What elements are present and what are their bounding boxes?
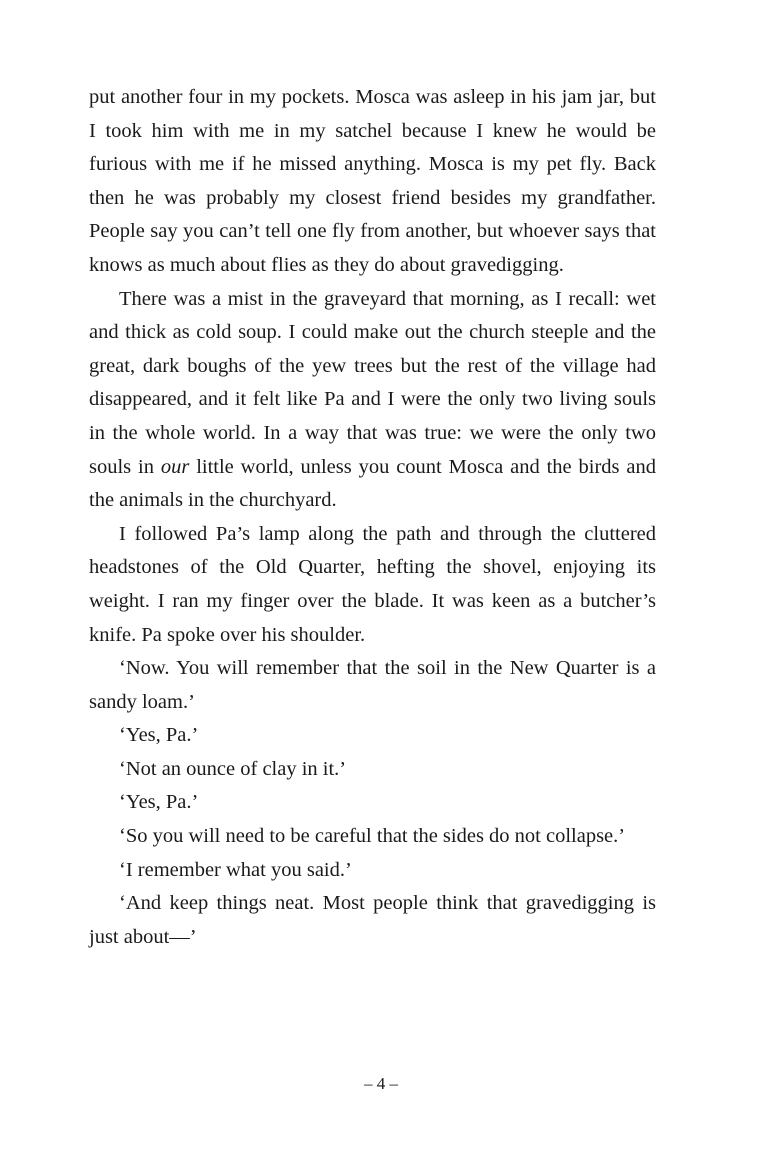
paragraph [89, 652, 656, 719]
book-page-body [89, 81, 656, 954]
paragraph [89, 283, 656, 518]
paragraph-text: ‘Yes, Pa.’ [119, 791, 199, 814]
paragraph [89, 786, 656, 820]
paragraph-text: There was a mist in the graveyard that morning, as I recall: wet and thick as cold soup. I could make out the church steeple and the great, dark boughs of the yew trees but the rest of the village had disappeared, and it felt like Pa and I were the only two living souls in the whole world. In a way that was true: we were the only two souls in [89, 287, 656, 478]
paragraph-text: ‘Not an ounce of clay in it.’ [119, 757, 347, 780]
paragraph-text: ‘Now. You will remember that the soil in the New Quarter is a sandy loam.’ [89, 657, 656, 713]
paragraph-text: ‘Yes, Pa.’ [119, 724, 199, 747]
paragraph [89, 719, 656, 753]
paragraph-text: ‘So you will need to be careful that the sides do not collapse.’ [119, 825, 626, 848]
paragraph-text: ‘And keep things neat. Most people think that gravedigging is just about—’ [89, 892, 656, 948]
page-number: – 4 – [364, 1074, 398, 1093]
paragraph [89, 820, 656, 854]
paragraph-text: little world, unless you count Mosca and the birds and the animals in the churchyard. [89, 455, 656, 512]
paragraph [89, 81, 656, 283]
paragraph-text: put another four in my pockets. Mosca was asleep in his jam jar, but I took him with me in my satchel because I knew he would be furious with me if he missed anything. Mosca is my pet fly. Back then he was probably my closest friend besides my grandfather. People say you can’t tell one fly from another, but whoever says that knows as much about flies as they do about gravedigging. [89, 86, 656, 276]
paragraph [89, 753, 656, 787]
paragraph-text: I followed Pa’s lamp along the path and through the cluttered headstones of the Old Quarter, hefting the shovel, enjoying its weight. I ran my finger over the blade. It was keen as a butcher’s knife. Pa spoke over his shoulder. [89, 522, 656, 646]
paragraph [89, 854, 656, 888]
paragraph [89, 518, 656, 652]
paragraph-text: ‘I remember what you said.’ [119, 858, 352, 881]
paragraph [89, 887, 656, 954]
italic-text: our [160, 455, 190, 478]
